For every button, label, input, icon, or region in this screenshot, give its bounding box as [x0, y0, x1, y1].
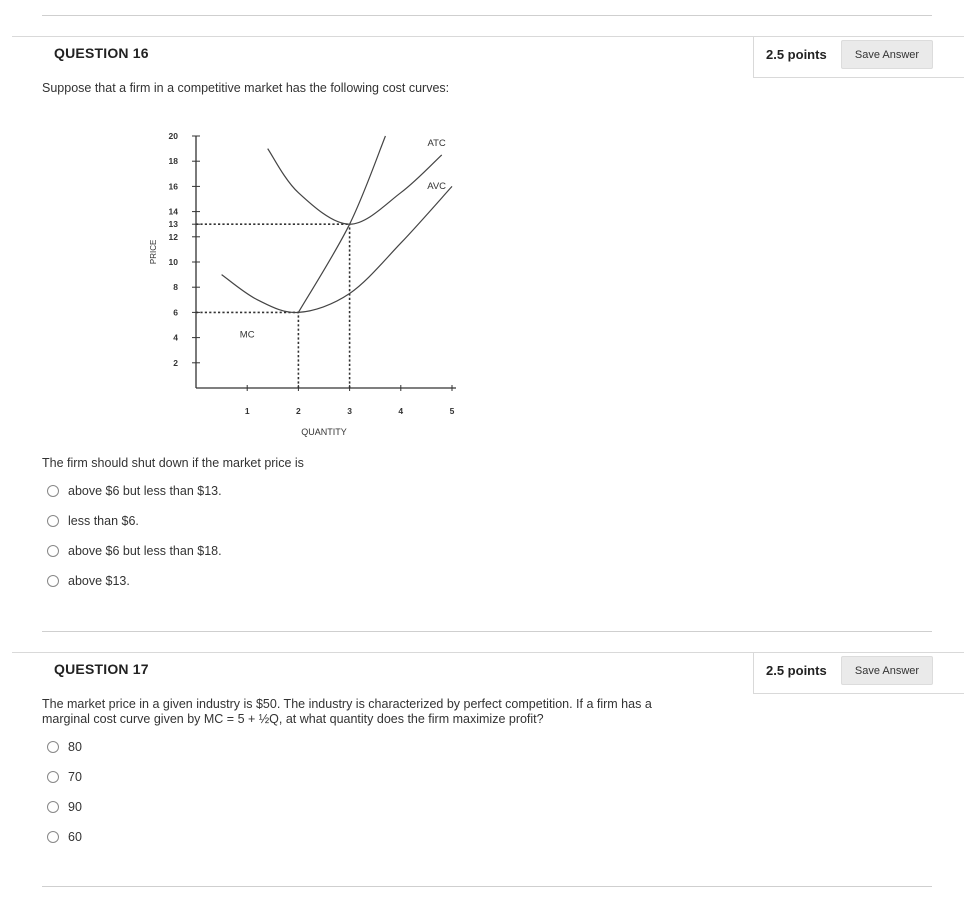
question-17-option-4[interactable] — [47, 828, 82, 846]
option-label: 90 — [68, 800, 82, 814]
radio-button[interactable] — [47, 831, 59, 843]
option-label: 80 — [68, 740, 82, 754]
question-17-header — [12, 652, 754, 691]
option-label: less than $6. — [68, 514, 139, 528]
radio-button[interactable] — [47, 575, 59, 587]
question-16-title: QUESTION 16 — [54, 45, 149, 61]
question-17-option-3[interactable] — [47, 798, 82, 816]
option-label: 60 — [68, 830, 82, 844]
question-17-save-answer-button[interactable]: Save Answer — [841, 656, 933, 685]
y-tick-label: 14 — [168, 206, 178, 217]
option-label: above $6 but less than $13. — [68, 484, 222, 498]
question-16-option-3[interactable] — [47, 542, 222, 560]
question-17-option-1[interactable] — [47, 738, 82, 756]
x-tick-label: 4 — [398, 406, 404, 416]
option-label: above $13. — [68, 574, 130, 588]
y-tick-label: 2 — [173, 357, 178, 368]
y-tick-label: 6 — [173, 307, 178, 318]
y-tick-label: 10 — [168, 257, 178, 267]
question-17-prompt-line-2: marginal cost curve given by MC = 5 + ½Q, at what quantity does the firm maximize profit? — [42, 712, 544, 726]
radio-button[interactable] — [47, 771, 59, 783]
radio-button[interactable] — [47, 741, 59, 753]
y-tick-label: 18 — [168, 156, 178, 167]
y-tick-label: 16 — [168, 181, 178, 192]
label-mc: MC — [239, 329, 255, 341]
y-axis-label: PRICE — [149, 239, 158, 265]
y-tick-label: 12 — [168, 231, 178, 242]
question-16-option-1[interactable] — [47, 482, 222, 500]
label-avc: AVC — [427, 180, 447, 192]
y-tick-label: 8 — [173, 282, 178, 293]
question-16-option-4[interactable] — [47, 572, 130, 590]
question-16-save-answer-button[interactable]: Save Answer — [841, 40, 933, 69]
x-tick-label: 2 — [296, 406, 301, 416]
option-label: 70 — [68, 770, 82, 784]
question-16-points-box — [753, 36, 964, 78]
x-axis-label: QUANTITY — [301, 427, 347, 437]
question-17-points-box — [753, 652, 964, 694]
question-16-prompt: Suppose that a firm in a competitive market has the following cost curves: — [42, 81, 450, 95]
x-tick-label: 1 — [244, 406, 250, 416]
x-tick-label: 5 — [449, 406, 455, 416]
radio-button[interactable] — [47, 485, 59, 497]
x-tick-label: 3 — [347, 406, 352, 416]
question-17-title: QUESTION 17 — [54, 661, 149, 677]
y-tick-label: 13 — [168, 219, 178, 230]
question-16-option-2[interactable] — [47, 512, 139, 530]
question-divider — [42, 631, 932, 632]
radio-button[interactable] — [47, 545, 59, 557]
top-divider — [42, 15, 932, 16]
y-tick-label: 20 — [168, 131, 178, 141]
question-16-followup: The firm should shut down if the market price is — [42, 456, 304, 470]
bottom-divider — [42, 886, 932, 887]
question-17-option-2[interactable] — [47, 768, 82, 786]
option-label: above $6 but less than $18. — [68, 544, 222, 558]
question-16-points: 2.5 points — [766, 47, 827, 62]
label-atc: ATC — [427, 138, 446, 150]
cost-curves-chart — [140, 125, 455, 445]
series-avc-curve — [222, 186, 452, 312]
radio-button[interactable] — [47, 801, 59, 813]
question-16-header — [12, 36, 754, 75]
question-17-prompt-line-1: The market price in a given industry is $50. The industry is characterized by perfect competition. If a firm has a — [42, 697, 652, 711]
question-17-points: 2.5 points — [766, 663, 827, 678]
radio-button[interactable] — [47, 515, 59, 527]
y-tick-label: 4 — [173, 332, 178, 343]
